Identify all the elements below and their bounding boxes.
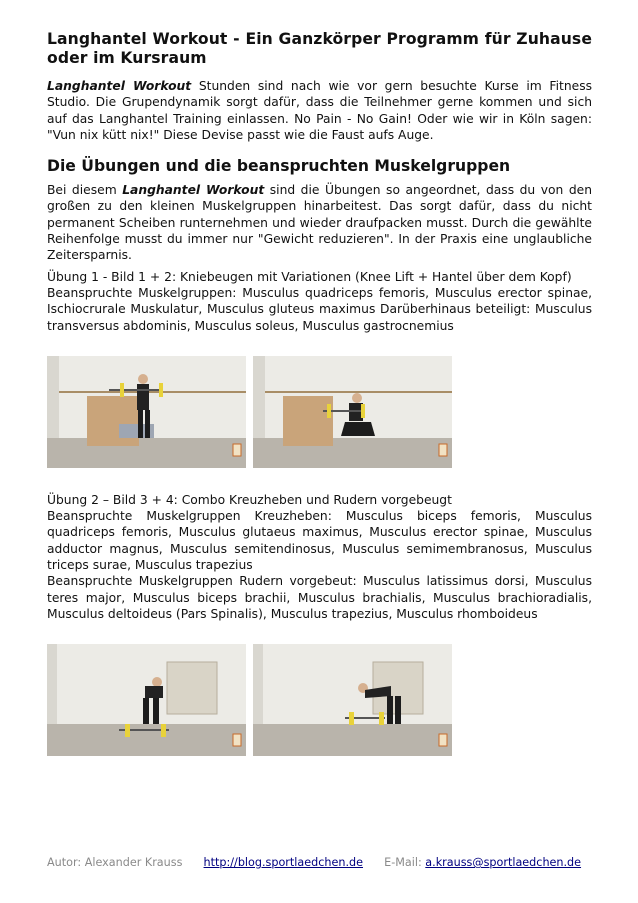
exercise2-photos xyxy=(47,644,592,756)
intro-text: Stunden sind nach wie vor gern besuchte Kurse im Fitness Studio. Die Grupendynamik sorgt dafür, dass die Teilnehmer gerne kommen und sich auf das Langhantel Training einlassen. No Pain - No Gain! Oder wie wir in Köln sagen: "Vun nix kütt nix!" Diese Devise passt wie die Faust aufs Auge. xyxy=(47,79,593,142)
exercise2-muscles-rowing: Beanspruchte Muskelgruppen Rudern vorgebeut: Musculus latissimus dorsi, Musculus teres major, Musculus biceps brachii, Musculus brachialis, Musculus brachioradialis, Musculus deltoideus (Pars Spinalis), Musculus trapezius, Musculus rhomboideus xyxy=(47,574,592,621)
section-intro-brand: Langhantel Workout xyxy=(122,183,265,198)
exercise1-title: Übung 1 - Bild 1 + 2: Kniebeugen mit Variationen (Knee Lift + Hantel über dem Kopf) xyxy=(47,269,572,284)
footer-author-name: Alexander Krauss xyxy=(84,856,183,869)
page-footer xyxy=(47,856,607,869)
intro-brand: Langhantel Workout xyxy=(47,79,192,93)
exercise-photo-2 xyxy=(253,356,452,468)
document-body xyxy=(47,30,592,756)
page-title: Langhantel Workout - Ein Ganzkörper Programm für Zuhause oder im Kursraum xyxy=(47,30,592,67)
exercise2-muscles-deadlift: Beanspruchte Muskelgruppen Kreuzheben: Musculus biceps femoris, Musculus quadriceps femoris, Musculus glutaeus maximus, Musculus erector spinae, Musculus adductor magnus, Musculus semitendinosus, Musculus semimembranosus, Musculus triceps surae, Musculus trapezius xyxy=(47,509,592,573)
footer-website-link[interactable]: http://blog.sportlaedchen.de xyxy=(203,856,363,869)
section-intro-before: Bei diesem xyxy=(47,183,123,198)
exercise-photo-1 xyxy=(47,356,246,468)
exercise-photo-4 xyxy=(253,644,452,756)
footer-author-label: Autor: xyxy=(47,856,82,869)
section-intro-paragraph xyxy=(47,182,592,263)
intro-paragraph xyxy=(47,78,592,143)
footer-email-link[interactable]: a.krauss@sportlaedchen.de xyxy=(425,856,582,869)
footer-email-label: E-Mail: xyxy=(384,856,422,869)
exercise1-muscles: Beanspruchte Muskelgruppen: Musculus quadriceps femoris, Musculus erector spinae, Ischiocrurale Muskulatur, Musculus gluteus maximus Darüberhinaus beteiligt: Musculus transversus abdominis, Musculus soleus, Musculus gastrocnemius xyxy=(47,285,592,333)
section-heading: Die Übungen und die beanspruchten Muskelgruppen xyxy=(47,157,511,176)
exercise1-photos xyxy=(47,356,592,468)
exercise2-title: Übung 2 – Bild 3 + 4: Combo Kreuzheben und Rudern vorgebeugt xyxy=(47,492,452,507)
exercise-photo-3 xyxy=(47,644,246,756)
section-intro-after: sind die Übungen so angeordnet, dass du von den großen zu den kleinen Muskelgruppen hinarbeitest. Das sorgt dafür, dass du nicht permanent Scheiben runternehmen und wieder draufpacken musst. Durch die gewählte Reihenfolge musst du immer nur "Gewicht reduzieren". In der Praxis eine unglaubliche Zeitersparnis. xyxy=(47,183,592,263)
